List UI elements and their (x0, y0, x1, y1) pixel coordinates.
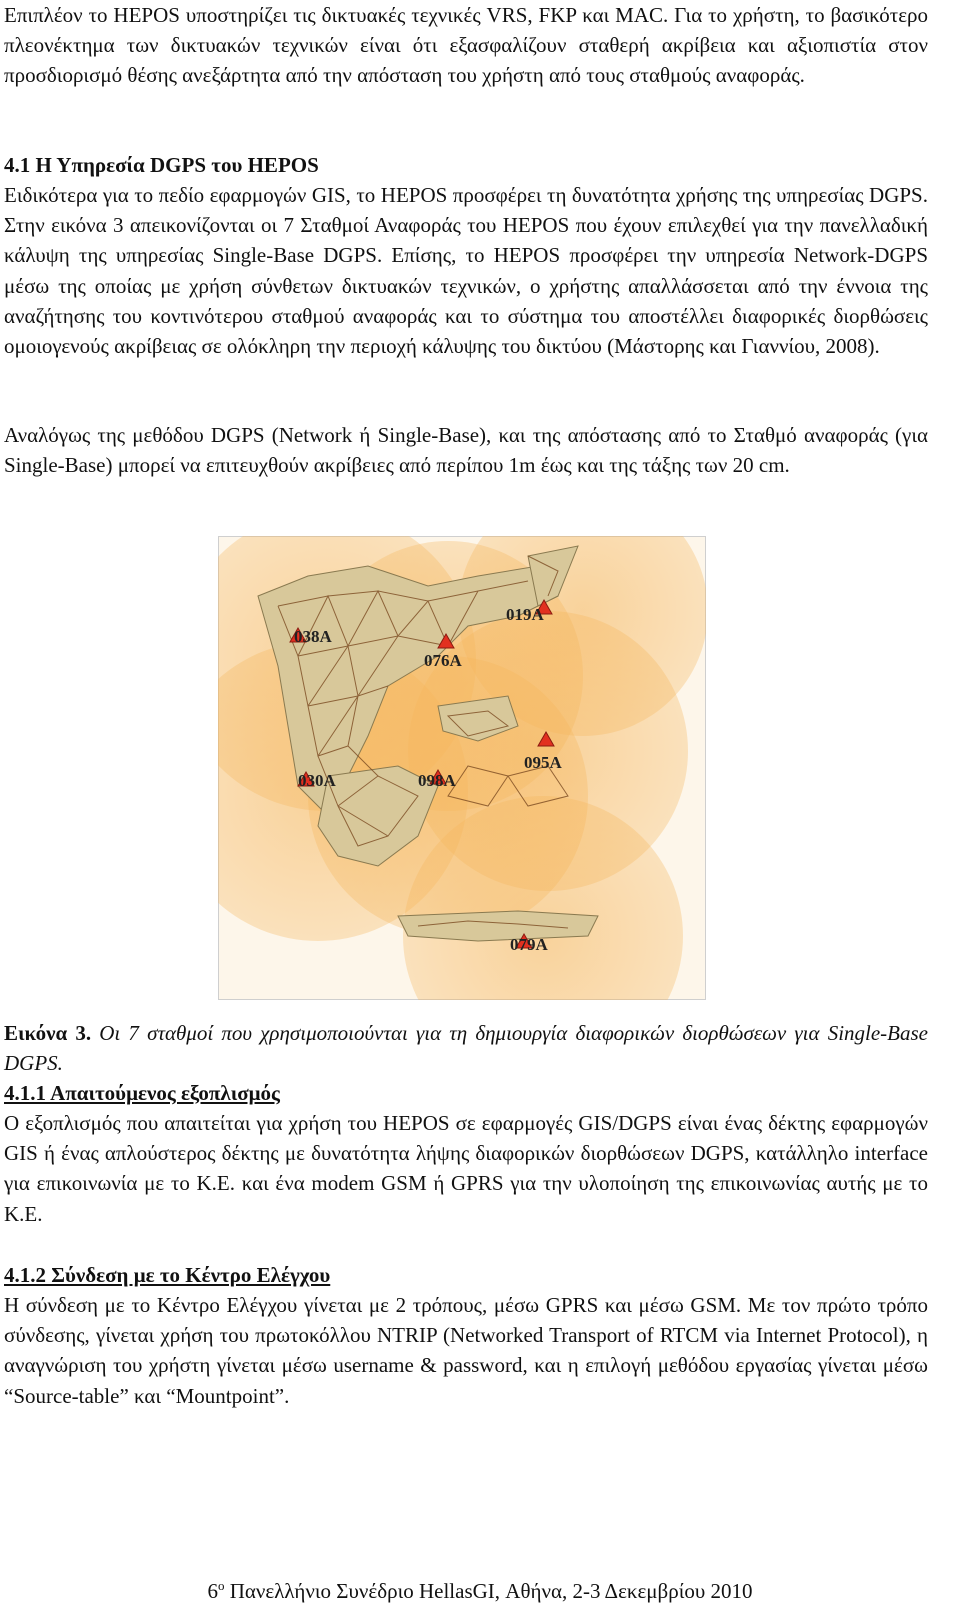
intro-paragraph: Επιπλέον το HEPOS υποστηρίζει τις δικτυακές τεχνικές VRS, FKP και MAC. Για το χρήστη, το βασικότερο πλεονέκτημα των δικτυακών τεχνικών είναι ότι εξασφαλίζουν σταθερή ακρίβεια και αξιοπιστία στον προσδιορισμό θέσης ανεξάρτητα από την απόσταση του χρήστη από τους σταθμούς αναφοράς. (4, 3, 928, 88)
figure-caption-text: Οι 7 σταθμοί που χρησιμοποιούνται για τη δημιουργία διαφορικών διορθώσεων για Single-Base DGPS. (4, 1021, 929, 1075)
hepos-station-map (218, 536, 706, 1000)
section-4-1-1-title-text: 4.1.1 Απαιτούμενος εξοπλισμός (4, 1081, 280, 1105)
map-graphic (218, 536, 706, 1000)
station-label-030A: 030A (298, 771, 336, 790)
station-label-076A: 076A (424, 651, 462, 670)
footer-number: 6 (207, 1579, 218, 1603)
station-label-095A: 095A (524, 753, 562, 772)
station-label-079A: 079A (510, 935, 548, 954)
station-label-019A: 019A (506, 605, 544, 624)
figure-caption (4, 1018, 928, 1078)
section-4-1-2-paragraph: Η σύνδεση με το Κέντρο Ελέγχου γίνεται με 2 τρόπους, μέσω GPRS και μέσω GSM. Με τον πρώτο τρόπο σύνδεσης, γίνεται χρήση του πρωτοκόλλου NTRIP (Networked Transport of RTCM via Internet Protocol), η αναγνώριση του χρήστη γίνεται μέσω username & password, και η επιλογή μεθόδου εργασίας γίνεται μέσω “Source-table” και “Mountpoint”. (4, 1293, 928, 1408)
section-4-1-paragraph-1: Ειδικότερα για το πεδίο εφαρμογών GIS, το HEPOS προσφέρει τη δυνατότητα χρήσης της υπηρεσίας DGPS. Στην εικόνα 3 απεικονίζονται οι 7 Σταθμοί Αναφοράς του HEPOS που έχουν επιλεχθεί για την πανελλαδική κάλυψη της υπηρεσίας Single-Base DGPS. Επίσης, το HEPOS προσφέρει την υπηρεσία Network-DGPS μέσω της οποίας με χρήση σύνθετων δικτυακών τεχνικών, ο χρήστης απαλλάσσεται από την έννοια της αναζήτησης του κοντινότερου σταθμού αναφοράς και το σύστημα του αποστέλλει διαφορικές διορθώσεις ομοιογενούς ακρίβειας σε ολόκληρη την περιοχή κάλυψης του δικτύου (Μάστορης και Γιαννίου, 2008). (4, 183, 928, 359)
page-footer (0, 1578, 960, 1604)
footer-ordinal: ο (217, 1578, 225, 1593)
crete (398, 911, 598, 941)
section-4-1-2-title (4, 1260, 330, 1290)
section-4-1-1-paragraph: Ο εξοπλισμός που απαιτείται για χρήση του HEPOS σε εφαρμογές GIS/DGPS είναι ένας δέκτης εφαρμογών GIS ή ένας απλούστερος δέκτης με δυνατότητα λήψης διαφορικών διορθώσεων DGPS, κατάλληλο interface για επικοινωνία με το Κ.Ε. και ένα modem GSM ή GPRS για την υλοποίηση της επικοινωνίας αυτής με το Κ.Ε. (4, 1111, 928, 1226)
station-label-038A: 038A (294, 627, 332, 646)
section-4-1-1-title (4, 1078, 280, 1108)
section-4-1-title: 4.1 Η Υπηρεσία DGPS του HEPOS (4, 153, 319, 177)
station-label-098A: 098A (418, 771, 456, 790)
section-4-1-2-title-text: 4.1.2 Σύνδεση με το Κέντρο Ελέγχου (4, 1263, 331, 1287)
section-4-1-paragraph-2: Αναλόγως της μεθόδου DGPS (Network ή Single-Base), και της απόστασης από το Σταθμό αναφοράς (για Single-Base) μπορεί να επιτευχθούν ακρίβειες από περίπου 1m έως και της τάξης των 20 cm. (4, 423, 928, 478)
figure-caption-label: Εικόνα 3. (4, 1021, 92, 1045)
footer-text: Πανελλήνιο Συνέδριο HellasGI, Αθήνα, 2-3 Δεκεμβρίου 2010 (229, 1579, 753, 1603)
